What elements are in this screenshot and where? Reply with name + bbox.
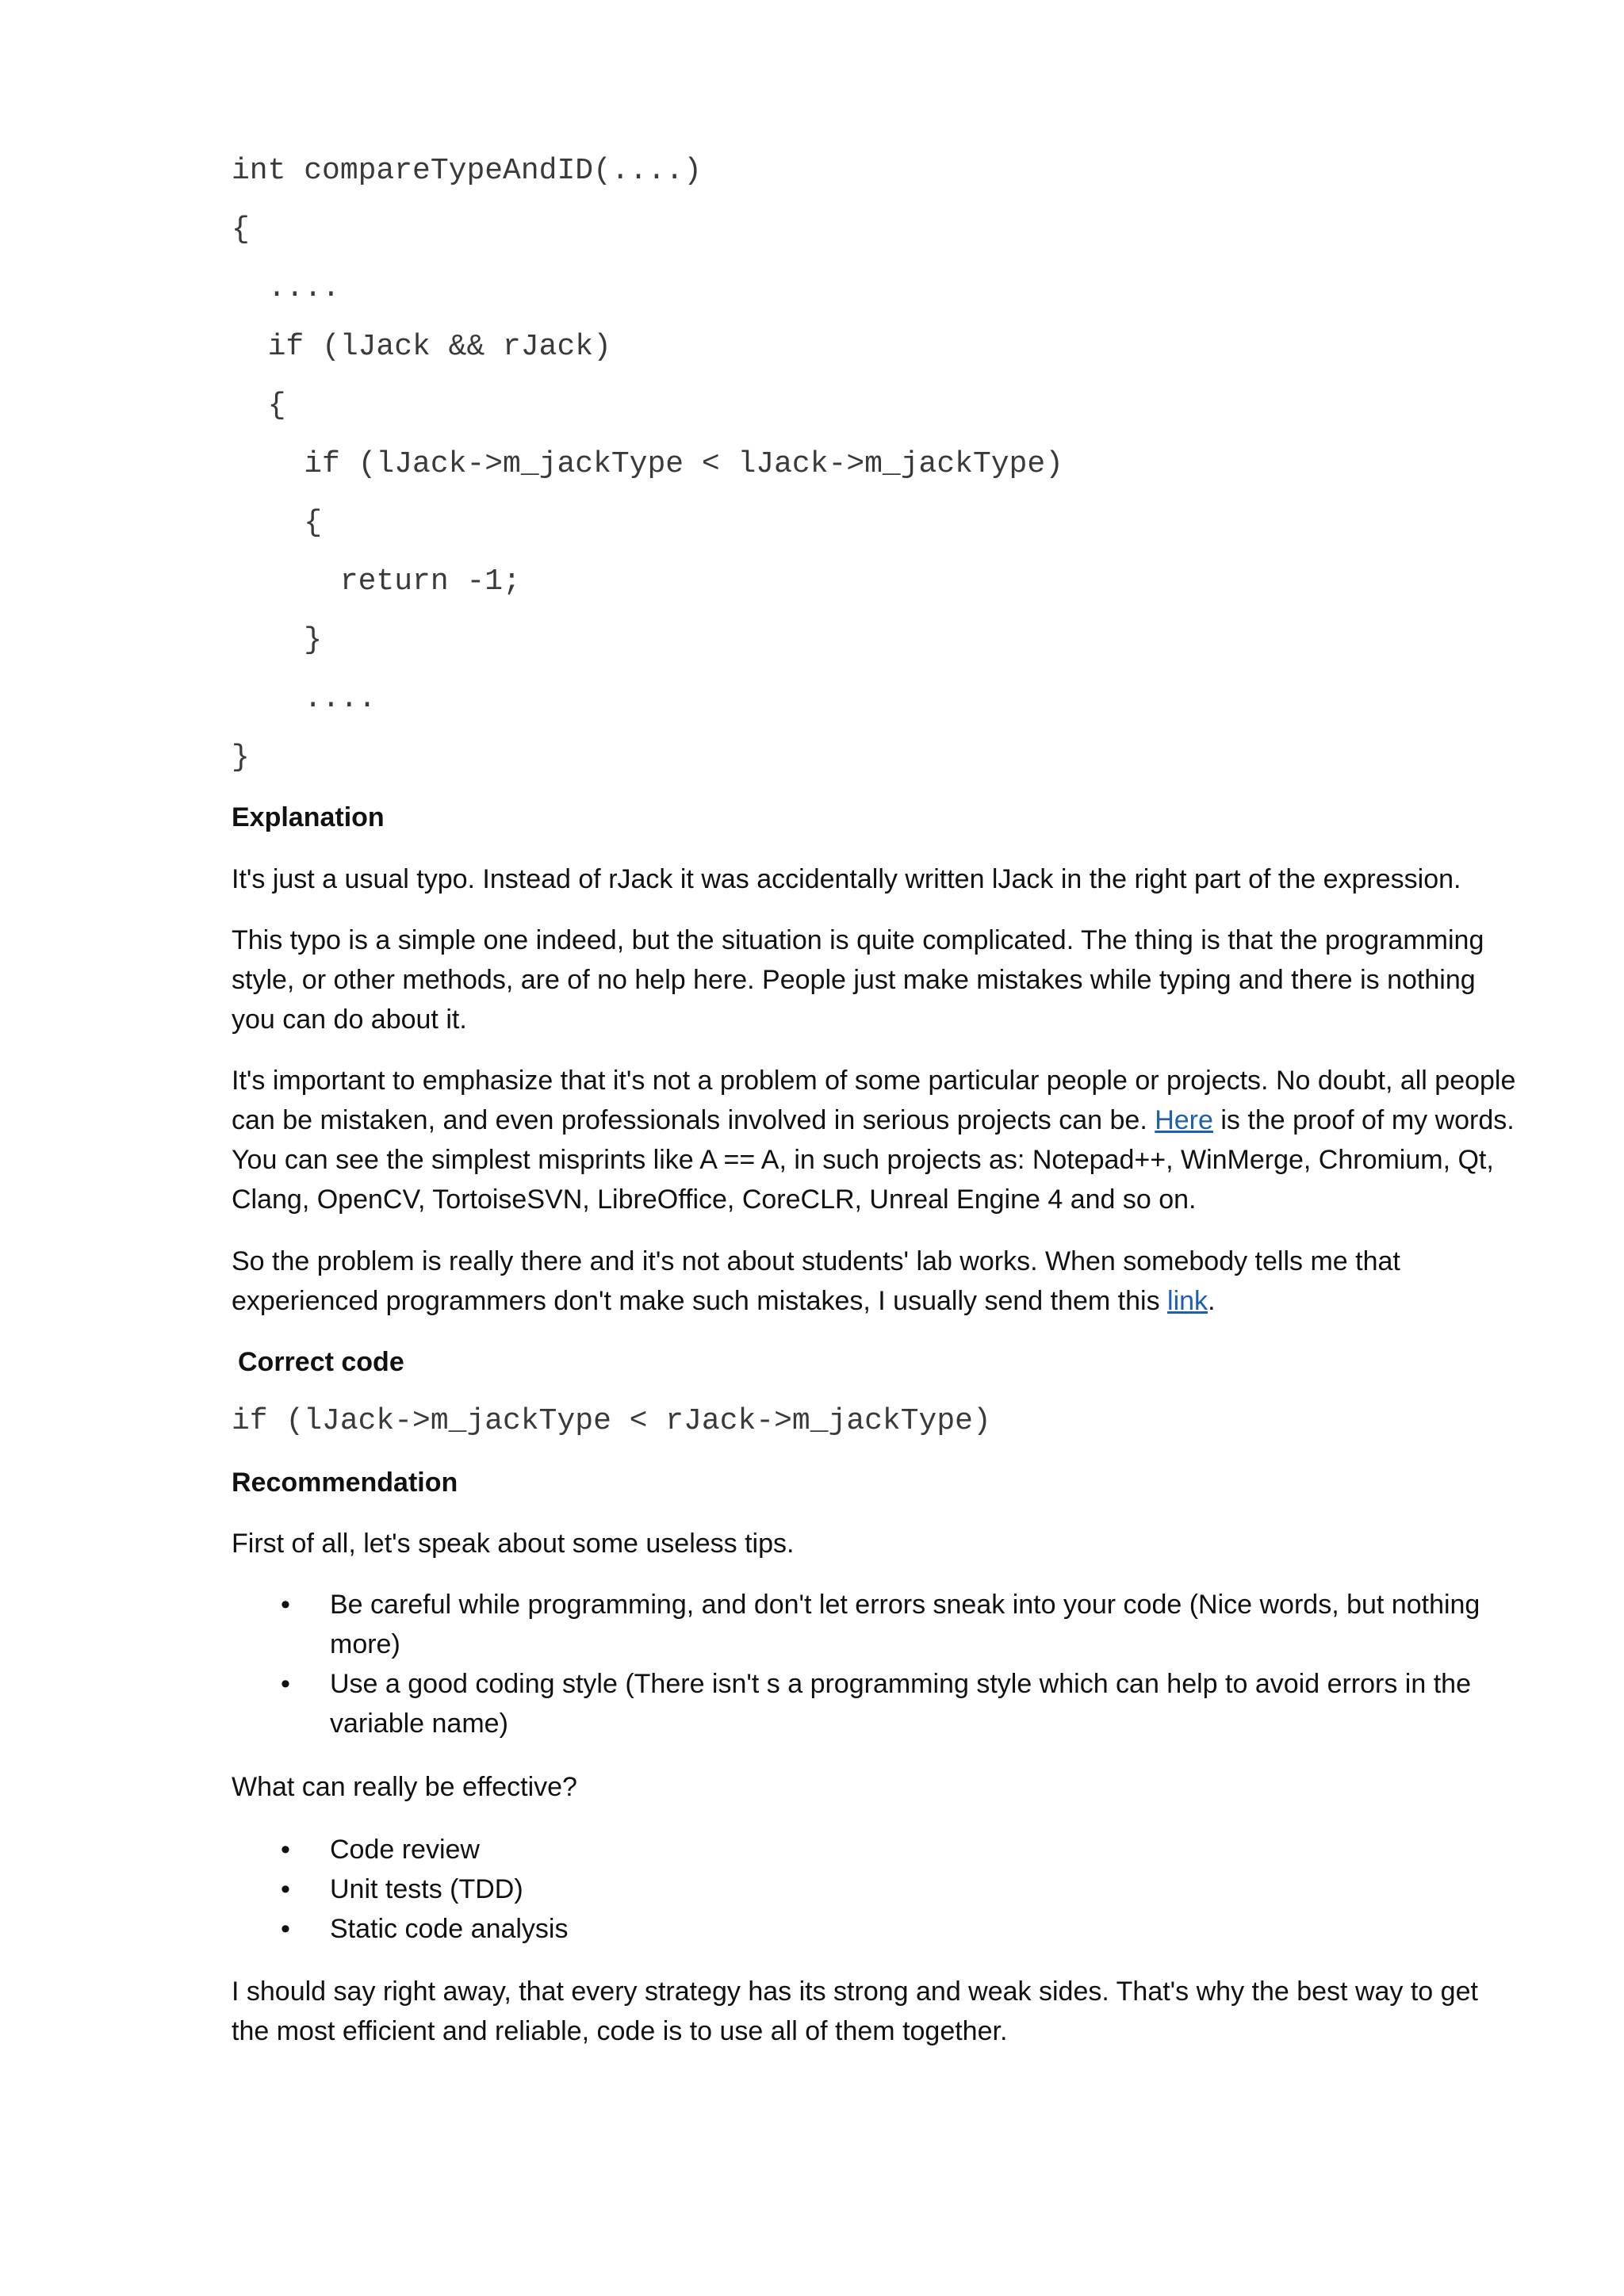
code-line: return -1;: [232, 564, 521, 599]
code-line: if (lJack->m_jackType < lJack->m_jackType): [232, 447, 1063, 481]
list-item: • Use a good coding style (There isn't s a programming style which can help to avoid errors in the variable name): [232, 1664, 1516, 1743]
recommendation-intro: First of all, let's speak about some useless tips.: [232, 1529, 795, 1559]
code-line: ....: [232, 271, 340, 305]
correct-code-heading: Correct code: [238, 1347, 404, 1377]
code-line: }: [232, 623, 323, 657]
effective-question: What can really be effective?: [232, 1772, 577, 1802]
p4-text-before: So the problem is really there and it's not about students' lab works. When somebody tells me that experienced programmers don't make such mistakes, I usually send them this: [232, 1246, 1400, 1316]
link-link[interactable]: link: [1167, 1286, 1208, 1316]
list-item: • Static code analysis: [232, 1909, 1516, 1949]
code-line: if (lJack && rJack): [232, 330, 611, 364]
explanation-paragraph-1: It's just a usual typo. Instead of rJack it was accidentally written lJack in the right part of the expression.: [232, 864, 1461, 894]
code-line: ....: [232, 682, 377, 716]
explanation-paragraph-3: [232, 1061, 1516, 1219]
list-item: • Unit tests (TDD): [232, 1869, 1516, 1909]
code-line: }: [232, 740, 250, 775]
code-line: {: [232, 388, 286, 423]
code-line: {: [232, 506, 323, 540]
code-line: int compareTypeAndID(....): [232, 154, 702, 188]
bullet-icon: •: [281, 1590, 290, 1620]
p3-text-before: It's important to emphasize that it's not a problem of some particular people or projects. No doubt, all people can be mistaken, and even professionals involved in serious projects can be.: [232, 1066, 1516, 1135]
conclusion-paragraph: I should say right away, that every strategy has its strong and weak sides. That's why the best way to get the most efficient and reliable, code is to use all of them together.: [232, 1976, 1478, 2046]
correct-code-line: if (lJack->m_jackType < rJack->m_jackType): [232, 1404, 991, 1438]
effective-list: [232, 1830, 1516, 1949]
p3-text-after: is the proof of my words. You can see the simplest misprints like A == A, in such projects as: Notepad++, WinMerge, Chromium, Qt, Clang, OpenCV, TortoiseSVN, LibreOffice, CoreCLR, Unreal Engine 4 and so on.: [232, 1105, 1515, 1215]
list-item: • Code review: [232, 1830, 1516, 1869]
explanation-paragraph-4: [232, 1242, 1516, 1321]
bullet-icon: •: [281, 1914, 290, 1944]
bullet-icon: •: [281, 1835, 290, 1865]
code-line: {: [232, 212, 250, 247]
useless-tips-list: [232, 1585, 1516, 1743]
bullet-icon: •: [281, 1669, 290, 1699]
explanation-heading: Explanation: [232, 802, 385, 832]
recommendation-heading: Recommendation: [232, 1468, 458, 1498]
explanation-paragraph-2: This typo is a simple one indeed, but the situation is quite complicated. The thing is that the programming style, or other methods, are of no help here. People just make mistakes while typing and there is nothing you can do about it.: [232, 925, 1484, 1035]
list-item: • Be careful while programming, and don't let errors sneak into your code (Nice words, but nothing more): [232, 1585, 1516, 1664]
p4-text-after: .: [1208, 1286, 1216, 1316]
bullet-icon: •: [281, 1874, 290, 1904]
here-link[interactable]: Here: [1155, 1105, 1213, 1135]
